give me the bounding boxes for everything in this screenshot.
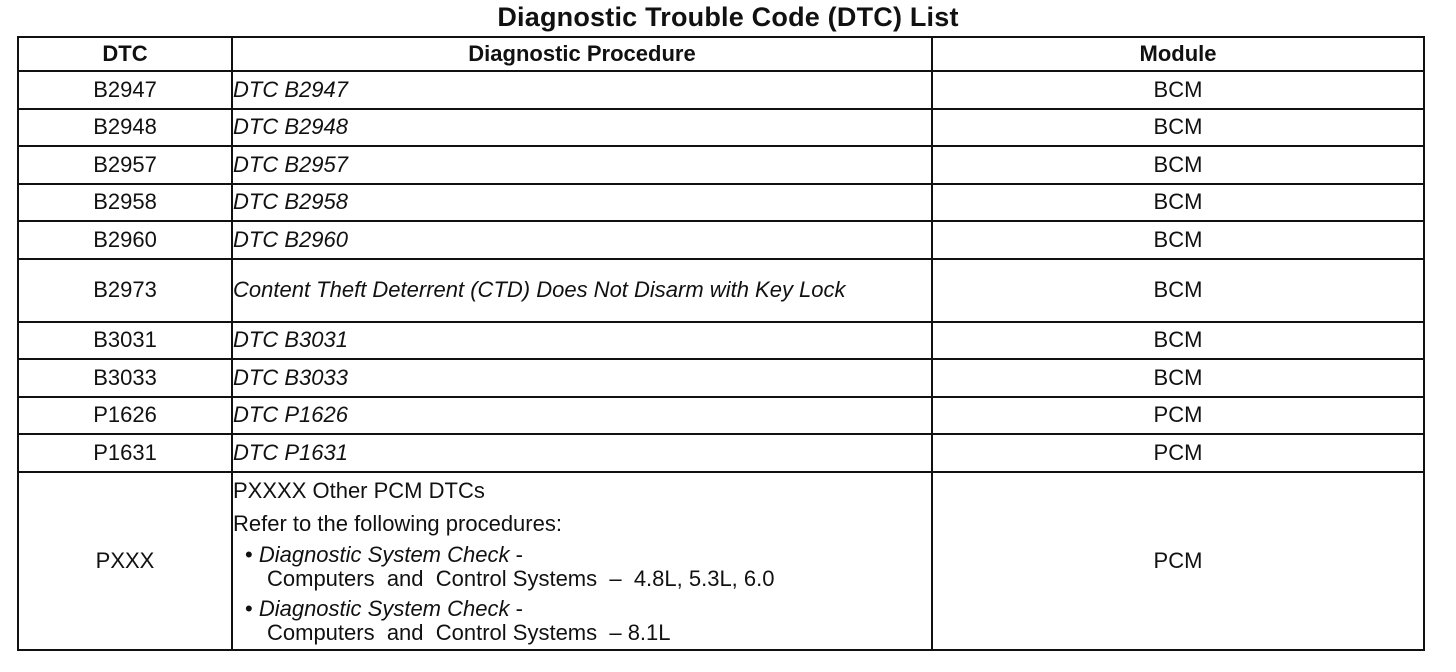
table-row xyxy=(18,322,1424,360)
dtc-code: P1626 xyxy=(18,397,232,435)
table-row xyxy=(18,397,1424,435)
module-value: BCM xyxy=(932,184,1424,222)
table-row xyxy=(18,146,1424,184)
module-value: BCM xyxy=(932,322,1424,360)
dtc-code: B3031 xyxy=(18,322,232,360)
dtc-code: B2947 xyxy=(18,71,232,109)
diagnostic-system-check-link[interactable]: Diagnostic System Check xyxy=(258,541,510,567)
module-value: BCM xyxy=(932,221,1424,259)
page-title: Diagnostic Trouble Code (DTC) List xyxy=(497,2,959,32)
module-value: PCM xyxy=(932,434,1424,472)
dtc-code: B3033 xyxy=(18,359,232,397)
procedure-link[interactable]: DTC B3031 xyxy=(232,322,932,360)
table-row-other-pcm xyxy=(18,472,1424,650)
module-value: BCM xyxy=(932,259,1424,322)
procedure-link[interactable]: DTC B2957 xyxy=(232,146,932,184)
other-pcm-heading: PXXXX Other PCM DTCs xyxy=(233,477,485,503)
dtc-code: B2958 xyxy=(18,184,232,222)
procedure-link[interactable]: DTC B2960 xyxy=(232,221,932,259)
procedure-link[interactable]: DTC P1631 xyxy=(232,434,932,472)
diagnostic-system-check-link[interactable]: Diagnostic System Check xyxy=(258,595,510,621)
procedure-link[interactable]: DTC B2947 xyxy=(232,71,932,109)
table-row xyxy=(18,221,1424,259)
procedure-bullet xyxy=(233,543,931,591)
header-diagnostic-procedure: Diagnostic Procedure xyxy=(232,37,932,71)
module-value: BCM xyxy=(932,71,1424,109)
procedure-link[interactable]: DTC B3033 xyxy=(232,359,932,397)
module-value: PCM xyxy=(932,397,1424,435)
dtc-code: B2973 xyxy=(18,259,232,322)
procedure-link[interactable]: DTC P1626 xyxy=(232,397,932,435)
procedure-link[interactable]: DTC B2958 xyxy=(232,184,932,222)
header-module: Module xyxy=(932,37,1424,71)
bullet-dot-icon: • xyxy=(245,541,253,567)
table-row xyxy=(18,71,1424,109)
bullet-suffix: - xyxy=(515,595,523,621)
refer-intro: Refer to the following procedures: xyxy=(233,510,562,536)
module-value: PCM xyxy=(932,472,1424,650)
dtc-code: B2957 xyxy=(18,146,232,184)
dtc-code: B2960 xyxy=(18,221,232,259)
bullet-dot-icon: • xyxy=(245,595,253,621)
procedure-bullet xyxy=(233,597,931,645)
table-header-row xyxy=(18,37,1424,71)
bullet-text: Computers and Control Systems – 8.1L xyxy=(267,619,671,645)
dtc-table xyxy=(17,36,1425,651)
procedure-link[interactable]: Content Theft Deterrent (CTD) Does Not Disarm with Key Lock xyxy=(232,259,932,322)
module-value: BCM xyxy=(932,109,1424,147)
dtc-code: B2948 xyxy=(18,109,232,147)
dtc-code: P1631 xyxy=(18,434,232,472)
bullet-suffix: - xyxy=(515,541,523,567)
procedure-cell xyxy=(232,472,932,650)
table-row xyxy=(18,184,1424,222)
module-value: BCM xyxy=(932,146,1424,184)
table-row xyxy=(18,109,1424,147)
header-dtc: DTC xyxy=(18,37,232,71)
procedure-link[interactable]: DTC B2948 xyxy=(232,109,932,147)
bullet-text: Computers and Control Systems – 4.8L, 5.3L, 6.0 xyxy=(267,565,775,591)
table-row xyxy=(18,259,1424,322)
table-row xyxy=(18,359,1424,397)
table-row xyxy=(18,434,1424,472)
dtc-code: PXXX xyxy=(18,472,232,650)
module-value: BCM xyxy=(932,359,1424,397)
